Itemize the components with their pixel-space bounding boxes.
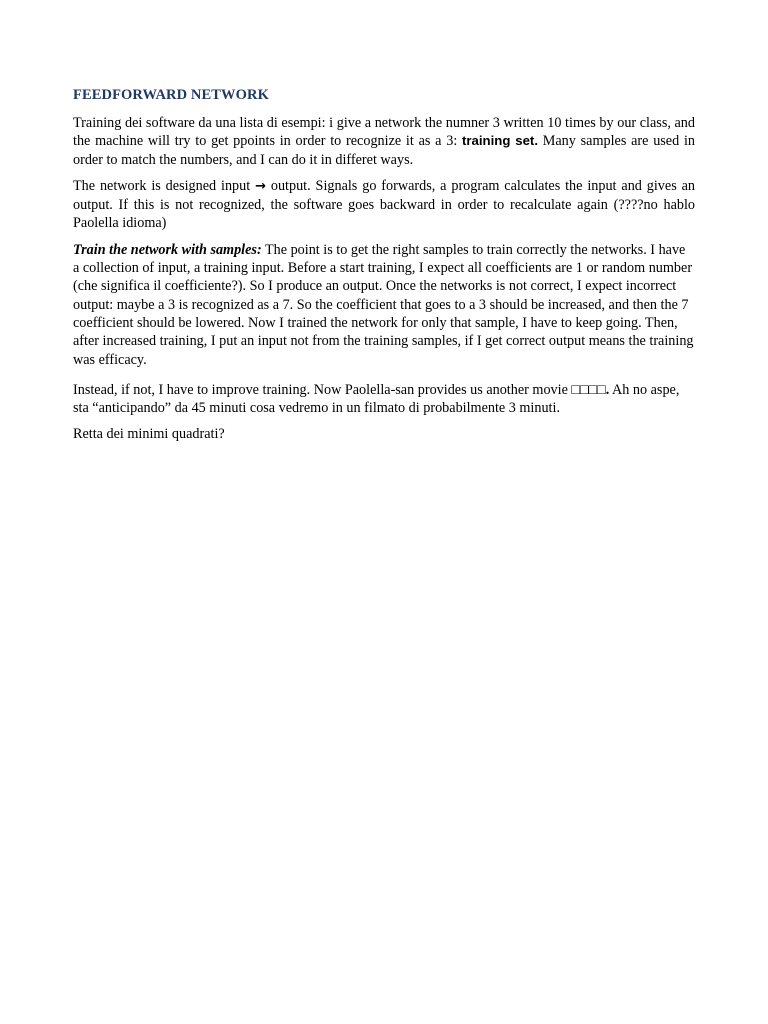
paragraph-train-with-samples [73,241,695,369]
paragraph-improve-training [73,381,695,418]
missing-glyphs: □□□□ [571,381,606,398]
paragraph-text: Instead, if not, I have to improve training. Now Paolella-san provides us another movie [73,381,572,398]
paragraph-text: output. Signals go forwards, a program calculates the input and gives an output. If this is not recognized, the software goes backward in order to recalculate again (????no hablo Paolella idioma) [73,177,695,232]
training-set-emphasis: training set. [462,133,538,149]
right-arrow-icon: → [255,178,266,194]
paragraph-lead: Train the network with samples: [73,241,262,258]
paragraph-text: Ah no aspe, sta “anticipando” da 45 minuti cosa vedremo in un filmato di probabilmente 3 minuti. [73,381,680,417]
paragraph-network-design [73,177,695,233]
paragraph-training-set [73,114,695,169]
paragraph-text: Many samples are used in order to match the numbers, and I can do it in differet ways. [73,133,695,168]
document-body [73,86,695,452]
paragraph-least-squares: Retta dei minimi quadrati? [73,426,225,443]
document-heading: FEEDFORWARD NETWORK [73,87,269,103]
bold-period: . [605,381,610,398]
paragraph-text: Training dei software da una lista di esempi: i give a network the numner 3 written 10 times by our class, and the machine will try to get ppoints in order to recognize it as a 3: [73,115,695,150]
paragraph-text: The network is designed input [73,177,256,194]
paragraph-text: The point is to get the right samples to train correctly the networks. I have a collection of input, a training input. Before a start training, I expect all coefficients are 1 or random number (che significa il coefficiente?). So I produce an output. Once the networks is not correct, I expect incorrect output: maybe a 3 is recognized as a 7. So the coefficient that goes to a 3 should be increased, and then the 7 coefficient should be lowered. Now I trained the network for only that sample, I have to keep going. Then, after increased training, I put an input not from the training samples, if I get correct output means the training was efficacy. [73,241,694,368]
